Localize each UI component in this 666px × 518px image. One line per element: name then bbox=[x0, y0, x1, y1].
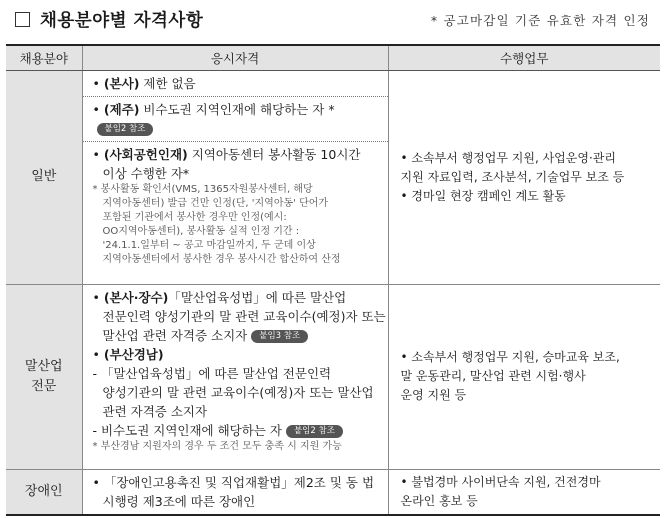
qualification-text: 전문인력 양성기관의 말 관련 교육이수(예정)자 또는 bbox=[102, 308, 386, 324]
qualification-cell bbox=[82, 70, 388, 284]
table-row bbox=[6, 70, 660, 284]
qualification-line bbox=[93, 119, 382, 138]
footnote-line: 포함된 기관에서 봉사한 경우만 인정(예시: bbox=[102, 211, 287, 223]
bullet: • bbox=[92, 101, 104, 117]
bullet: • bbox=[92, 289, 104, 305]
qualification-text: 제한 없음 bbox=[139, 75, 196, 91]
duty-line: 지원 자료입력, 조사분석, 기술업무 보조 등 bbox=[400, 169, 625, 184]
qualification-line bbox=[93, 473, 382, 492]
footnote-line: OO지역아동센터), 봉사활동 실적 인정 기간 : bbox=[102, 225, 300, 237]
region-label: (사회공헌인재) bbox=[103, 146, 188, 162]
checkbox-icon bbox=[15, 12, 30, 27]
qualification-line bbox=[93, 74, 382, 93]
duties-cell bbox=[388, 284, 660, 469]
footnote-line: 지역아동센터) 발급 건만 인정(단, '지역아동' 단어가 bbox=[102, 197, 329, 209]
duty-line: 온라인 홍보 등 bbox=[400, 493, 478, 508]
attachment-badge: 붙임2 참조 bbox=[286, 425, 343, 438]
qualification-line bbox=[93, 307, 386, 326]
qualification-text: 「장애인고용촉진 및 직업재활법」제2조 및 동 법 bbox=[103, 474, 375, 490]
qualification-line bbox=[93, 402, 382, 421]
qualification-text: 비수도권 지역인재에 해당하는 자 * bbox=[139, 101, 335, 117]
qualification-line bbox=[93, 326, 382, 345]
qualification-section bbox=[83, 142, 388, 270]
category-label: 장애인 bbox=[24, 483, 63, 499]
qualification-text: 「말산업육성법」에 따른 말산업 bbox=[168, 289, 347, 305]
qualification-text: 관련 자격증 소지자 bbox=[102, 403, 208, 419]
duty-line: • 소속부서 행정업무 지원, 사업운영·관리 bbox=[400, 150, 616, 165]
qualification-section bbox=[83, 71, 388, 97]
footnote-line: * 부산경남 지원자의 경우 두 조건 모두 충족 시 지원 가능 bbox=[92, 440, 342, 452]
qualification-line bbox=[93, 383, 382, 402]
category-label: 말산업 bbox=[24, 358, 63, 374]
footnote-line: '24.1.1.일부터 ~ 공고 마감일까지, 두 군데 이상 bbox=[102, 239, 316, 251]
bullet: - bbox=[92, 422, 101, 438]
category-cell bbox=[6, 70, 82, 284]
category-cell bbox=[6, 284, 82, 469]
footnote-line: * 봉사활동 확인서(VMS, 1365자원봉사센터, 해당 bbox=[92, 183, 313, 195]
qualification-text: 지역아동센터 봉사활동 10시간 bbox=[187, 146, 361, 162]
section-heading bbox=[0, 0, 666, 40]
duty-line: • 소속부서 행정업무 지원, 승마교육 보조, bbox=[400, 350, 620, 364]
qualification-line bbox=[93, 345, 382, 364]
region-label: (제주) bbox=[103, 101, 140, 117]
region-label: (본사) bbox=[103, 75, 140, 91]
bullet: - bbox=[92, 365, 101, 381]
qualification-line bbox=[93, 492, 382, 511]
duties-cell bbox=[388, 70, 660, 284]
table-row bbox=[6, 284, 660, 469]
qualification-text: 양성기관의 말 관련 교육이수(예정)자 또는 말산업 bbox=[102, 384, 374, 400]
qualification-text: 시행령 제3조에 따른 장애인 bbox=[102, 493, 256, 509]
attachment-badge: 붙임2 참조 bbox=[97, 123, 154, 136]
region-label: (본사·장수) bbox=[103, 289, 169, 305]
qualification-line bbox=[93, 164, 382, 183]
qualification-cell bbox=[82, 284, 388, 469]
qualification-line bbox=[93, 421, 382, 440]
duty-line: 말 운동관리, 말산업 관련 시험·행사 bbox=[400, 369, 586, 383]
qualification-text: 이상 수행한 자* bbox=[102, 165, 190, 181]
bullet: • bbox=[92, 75, 104, 91]
qualification-section bbox=[83, 97, 388, 142]
page-title: 채용분야별 자격사항 bbox=[40, 11, 204, 31]
table-row bbox=[6, 469, 660, 515]
duty-line: • 불법경마 사이버단속 지원, 건전경마 bbox=[400, 474, 601, 489]
region-label: (부산경남) bbox=[103, 346, 164, 362]
bullet: • bbox=[92, 474, 104, 490]
bullet: • bbox=[92, 146, 104, 162]
header-qualification: 응시자격 bbox=[82, 45, 388, 70]
qualification-line bbox=[93, 364, 382, 383]
qualification-section bbox=[83, 470, 388, 514]
qualification-line bbox=[93, 145, 382, 164]
qualification-text: 비수도권 지역인재에 해당하는 자 bbox=[100, 422, 282, 438]
qualification-text: 「말산업육성법」에 따른 말산업 전문인력 bbox=[100, 365, 332, 381]
category-label: 전문 bbox=[31, 378, 57, 394]
qualification-section bbox=[83, 285, 388, 457]
deadline-note: * 공고마감일 기준 유효한 자격 인정 bbox=[430, 13, 650, 28]
qualification-text: 말산업 관련 자격증 소지자 bbox=[102, 327, 248, 343]
table-header-row bbox=[6, 45, 660, 70]
header-duties: 수행업무 bbox=[388, 45, 660, 70]
qualification-table bbox=[6, 44, 660, 516]
duty-line: • 경마일 현장 캠페인 계도 활동 bbox=[400, 188, 566, 203]
attachment-badge: 붙임3 참조 bbox=[251, 330, 308, 343]
header-category: 채용분야 bbox=[6, 45, 82, 70]
qualification-cell bbox=[82, 469, 388, 515]
category-label: 일반 bbox=[31, 169, 57, 184]
footnote-line: 지역아동센터에서 봉사한 경우 봉사시간 합산하여 산정 bbox=[102, 253, 341, 265]
duties-cell bbox=[388, 469, 660, 515]
qualification-line bbox=[93, 100, 382, 119]
bullet: • bbox=[92, 346, 104, 362]
qualification-line bbox=[93, 288, 382, 307]
duty-line: 운영 지원 등 bbox=[400, 388, 467, 402]
category-cell bbox=[6, 469, 82, 515]
